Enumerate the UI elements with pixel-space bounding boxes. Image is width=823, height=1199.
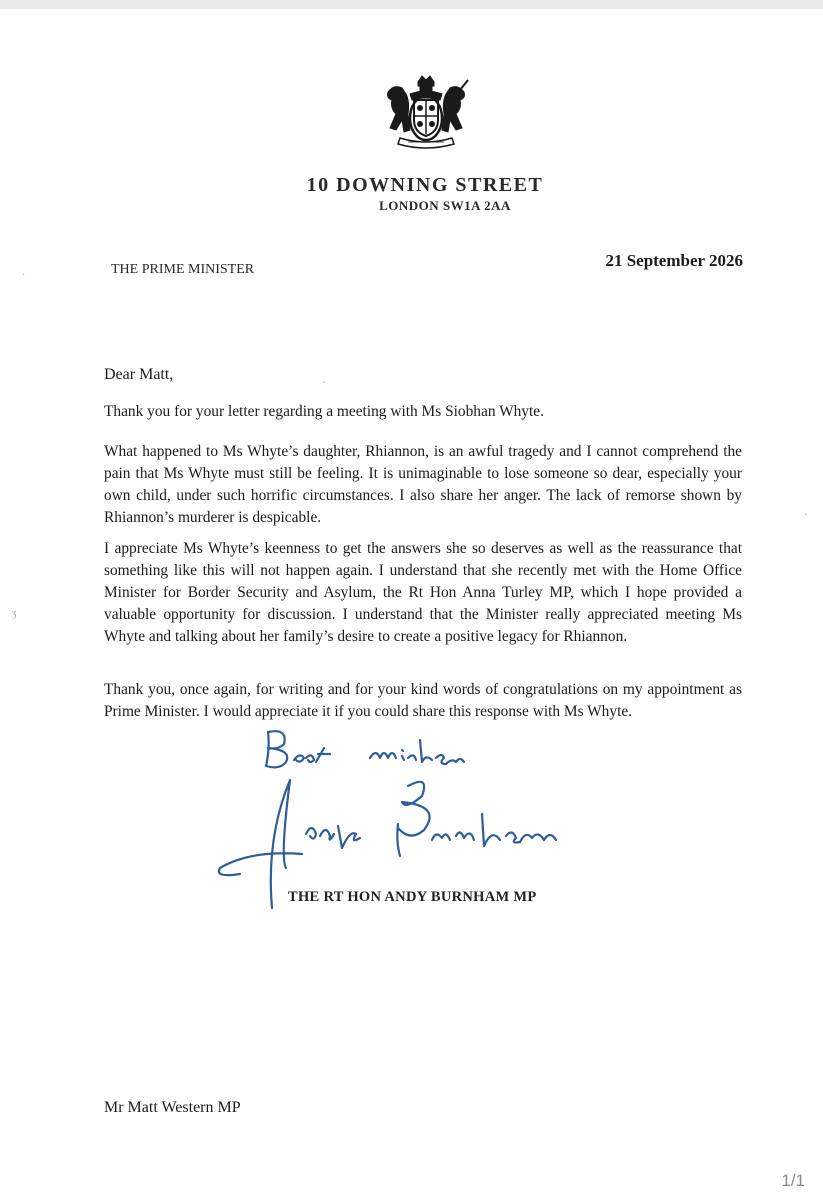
viewer-top-bar <box>0 0 823 9</box>
scan-speck: · <box>804 510 808 521</box>
paragraph-2: What happened to Ms Whyte’s daughter, Rhiannon, is an awful tragedy and I cannot comprehend the pain that Ms Whyte must still be feeling. It is unimaginable to lose someone so dear, especially your own child, under such horrific circumstances. I also share her anger. The lack of remorse shown by Rhiannon’s murderer is despicable. <box>104 443 742 526</box>
page-indicator: 1/1 <box>781 1171 805 1190</box>
paragraph-4: Thank you, once again, for writing and for your kind words of congratulations on my appointment as Prime Minister. I would appreciate it if you could share this response with Ms Whyte. <box>104 681 742 720</box>
paragraph-1: Thank you for your letter regarding a meeting with Ms Siobhan Whyte. <box>104 403 544 420</box>
letter-date: 21 September 2026 <box>605 251 743 270</box>
salutation: Dear Matt, <box>104 366 174 383</box>
handwritten-signature <box>210 718 570 918</box>
sender-title: THE PRIME MINISTER <box>111 262 255 277</box>
printed-signatory-name: THE RT HON ANDY BURNHAM MP <box>288 889 537 905</box>
scan-speck: · <box>322 378 326 389</box>
royal-coat-of-arms-icon <box>380 72 472 154</box>
address-line-street: 10 DOWNING STREET <box>306 174 544 196</box>
recipient-name: Mr Matt Western MP <box>104 1099 241 1116</box>
scan-speck: · <box>22 270 26 281</box>
paragraph-3: I appreciate Ms Whyte’s keenness to get the answers she so deserves as well as the reassurance that something like this will not happen again. I understand that she recently met with the Home Office Minister for Border Security and Asylum, the Rt Hon Anna Turley MP, which I hope provided a valuable opportunity for discussion. I understand that the Minister really appreciated meeting Ms Whyte and talking about her family’s desire to create a positive legacy for Rhiannon. <box>104 540 742 645</box>
address-line-city: LONDON SW1A 2AA <box>379 198 511 213</box>
scan-speck: ʒ <box>12 608 17 619</box>
